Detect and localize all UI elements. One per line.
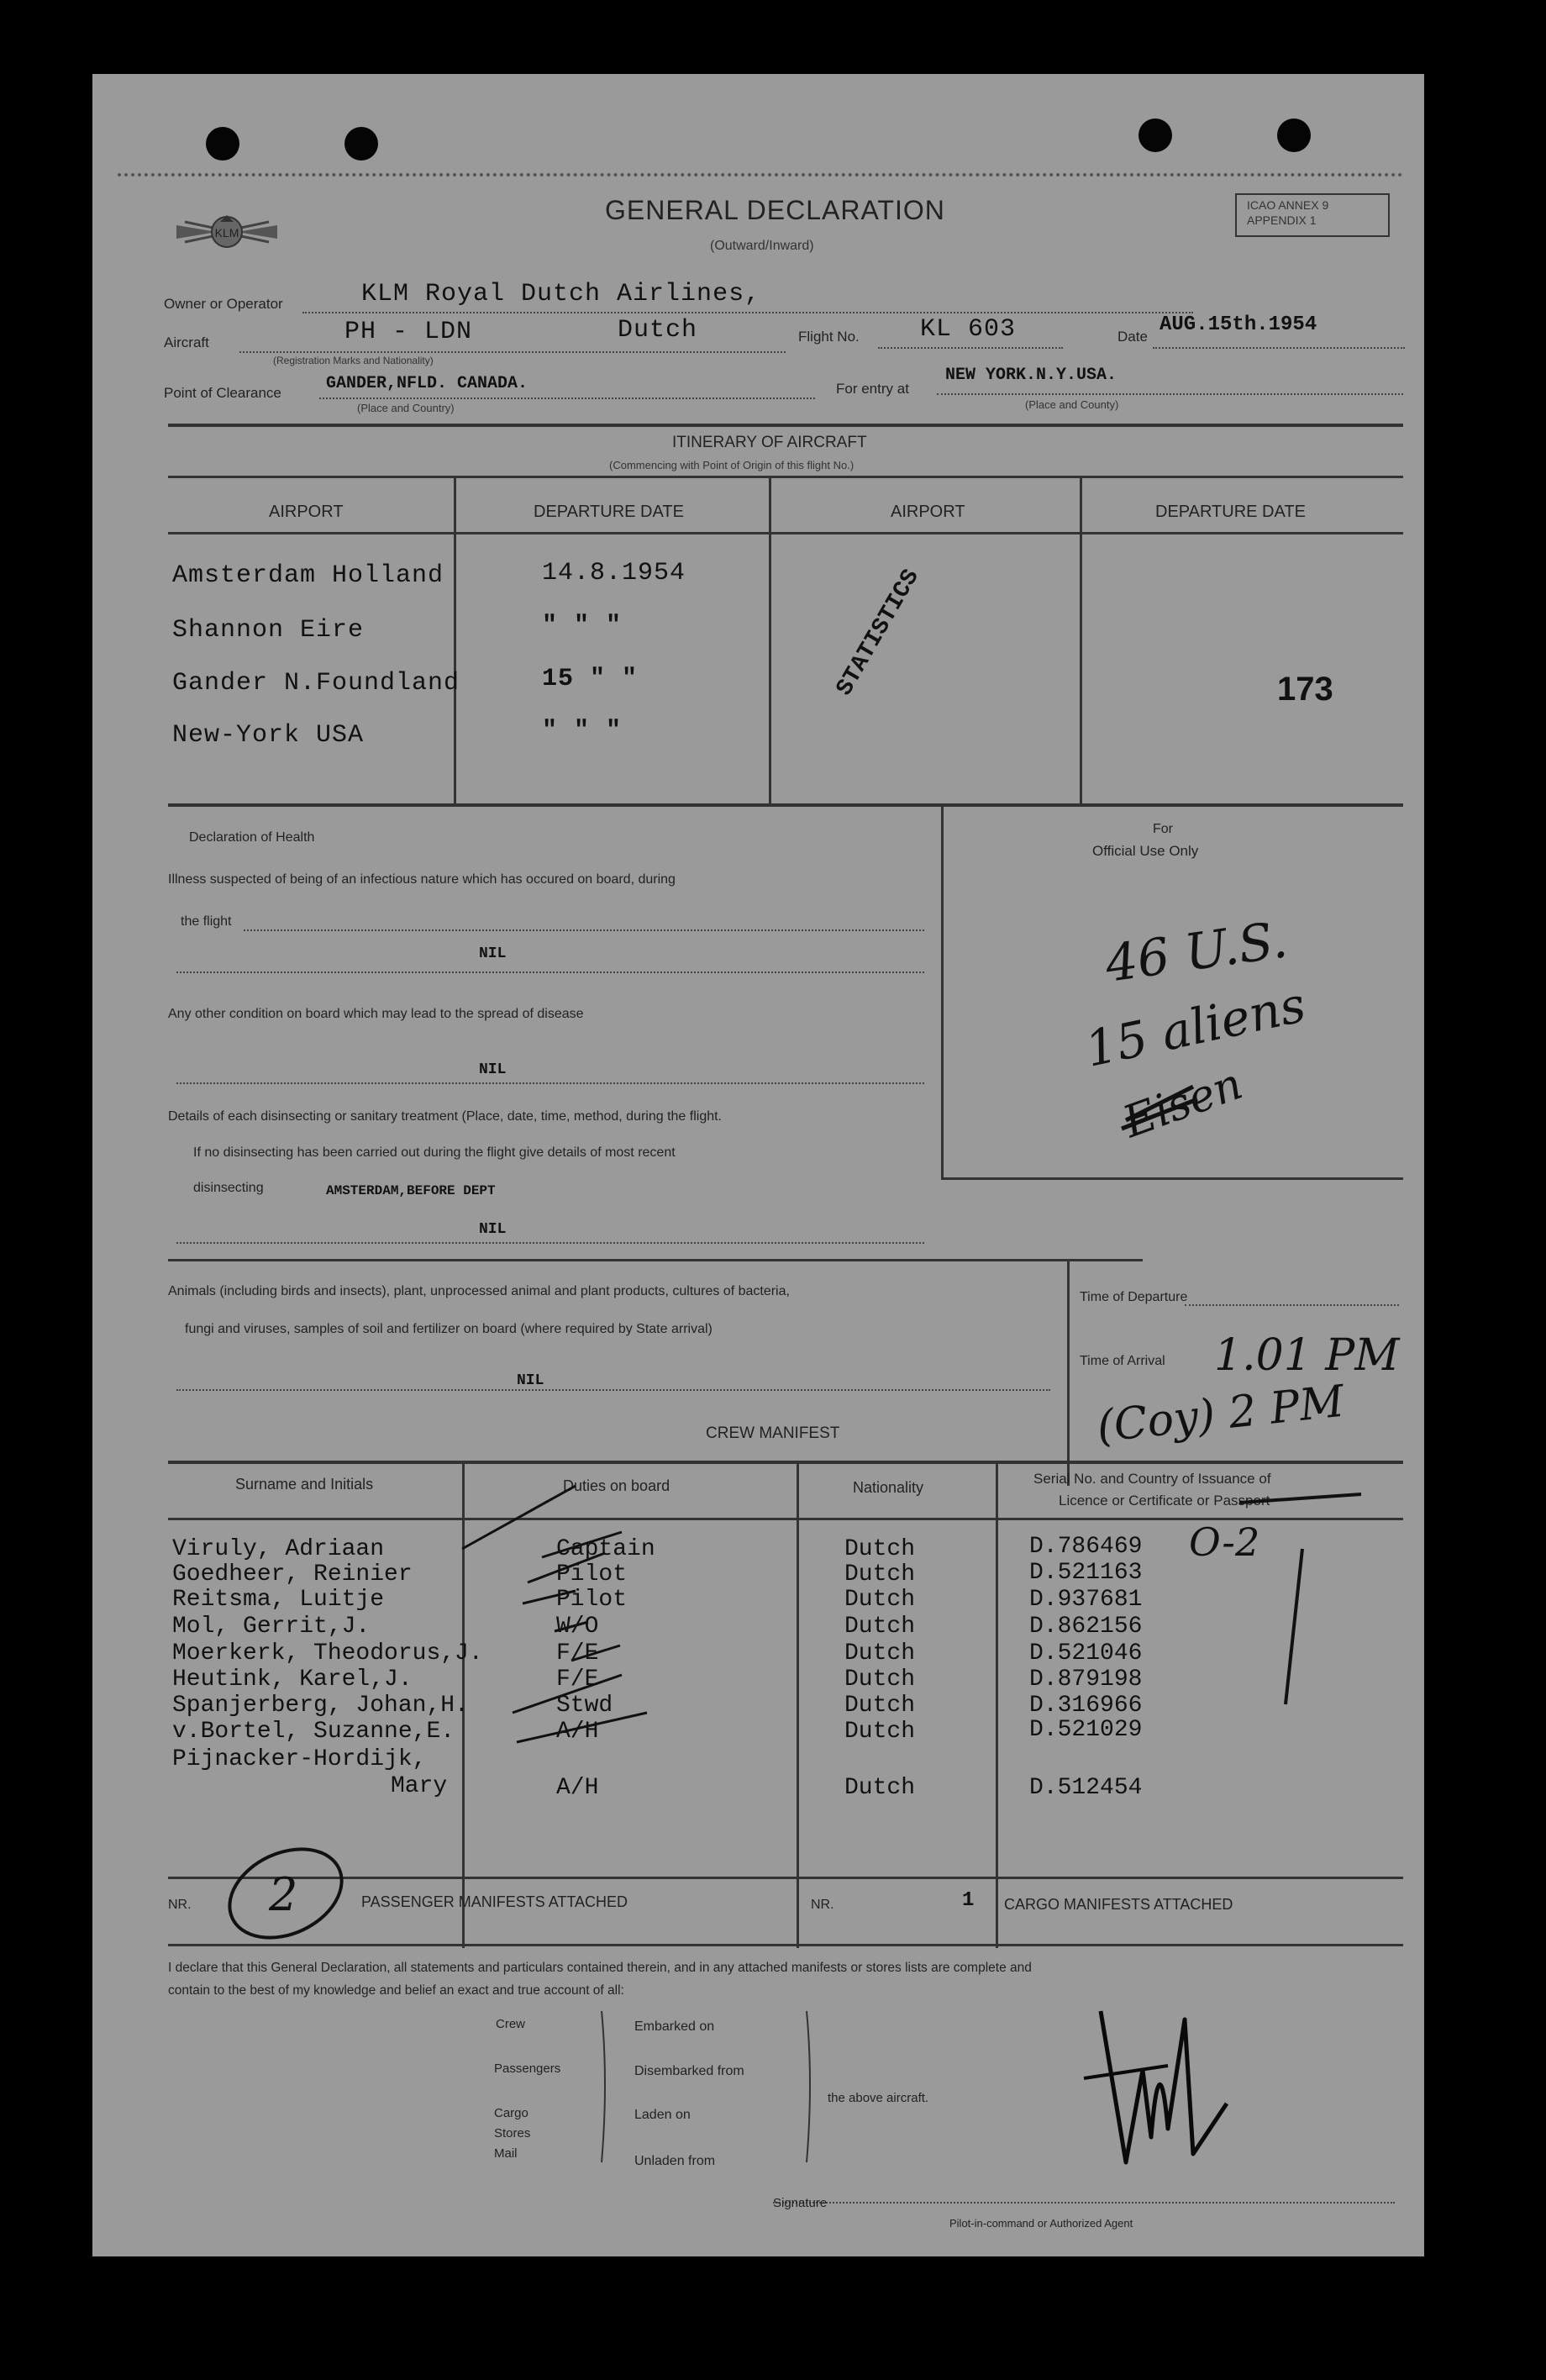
crew-duty: A/H — [556, 1719, 599, 1745]
crew-name: Viruly, Adriaan — [172, 1536, 385, 1562]
arrival-handwriting-2: (Coy) 2 PM — [1094, 1376, 1347, 1453]
klm-wings-logo-icon — [168, 198, 286, 266]
itinerary-subtitle: (Commencing with Point of Origin of this flight No.) — [609, 459, 855, 471]
animals-top-line — [168, 1259, 1143, 1261]
aircraft-label: Aircraft — [164, 334, 209, 350]
crew-header-name: Surname and Initials — [235, 1476, 374, 1493]
crew-duty: Pilot — [556, 1587, 628, 1613]
health-q3: Details of each disinsecting or sanitary treatment (Place, date, time, method, during the flight. — [168, 1109, 722, 1124]
crew-name: Moerkerk, Theodorus,J. — [172, 1640, 483, 1667]
crew-serial: D.862156 — [1029, 1614, 1143, 1640]
crew-top-line — [168, 1461, 1403, 1464]
crew-nationality: Dutch — [844, 1640, 916, 1667]
time-arrival-label: Time of Arrival — [1080, 1354, 1165, 1368]
itinerary-airport: New-York USA — [172, 721, 365, 750]
crew-name: Goedheer, Reinier — [172, 1561, 413, 1588]
itinerary-header-line — [168, 532, 1403, 534]
health-line — [244, 929, 924, 931]
crew-name: Mary — [391, 1773, 448, 1799]
official-handwriting: 46 U.S. — [1102, 910, 1291, 994]
itinerary-header-departure-2: DEPARTURE DATE — [1155, 503, 1306, 521]
health-a3b: NIL — [479, 1221, 507, 1238]
itinerary-col-divider — [769, 476, 771, 803]
official-stroke-mark — [1117, 1078, 1210, 1137]
signature-line — [773, 2202, 1395, 2204]
flight-value: KL 603 — [920, 315, 1017, 344]
signature-label: Signature — [773, 2196, 828, 2210]
punch-hole — [344, 127, 378, 161]
form-subtitle: (Outward/Inward) — [710, 239, 814, 253]
crew-name: Spanjerberg, Johan,H. — [172, 1693, 469, 1719]
date-value: AUG.15th.1954 — [1160, 313, 1317, 336]
crew-nationality: Dutch — [844, 1693, 916, 1719]
flight-label: Flight No. — [798, 329, 860, 345]
declaration-line-1: I declare that this General Declaration, all statements and particulars contained therein, and in any attached manifests or stores lists are complete and — [168, 1961, 1032, 1975]
clearance-sub: (Place and Country) — [357, 402, 455, 414]
crew-name: Mol, Gerrit,J. — [172, 1614, 371, 1640]
official-bottom-divider — [941, 1177, 1403, 1180]
entry-line — [937, 393, 1403, 395]
crew-duty: Stwd — [556, 1693, 613, 1719]
declaration-unladen: Unladen from — [634, 2154, 716, 2168]
declaration-line-2: contain to the best of my knowledge and belief an exact and true account of all: — [168, 1983, 624, 1998]
declaration-disembarked: Disembarked from — [634, 2064, 744, 2078]
crew-title: CREW MANIFEST — [706, 1424, 840, 1442]
itinerary-date: 14.8.1954 — [542, 559, 686, 587]
entry-sub: (Place and County) — [1025, 398, 1119, 411]
manifests-top-line — [168, 1877, 1403, 1879]
health-line — [176, 1082, 924, 1084]
crew-nationality: Dutch — [844, 1719, 916, 1745]
top-border — [118, 173, 1403, 176]
pilot-signature — [1067, 1986, 1235, 2188]
itinerary-number: 173 — [1277, 671, 1333, 708]
signature-sub: Pilot-in-command or Authorized Agent — [949, 2217, 1133, 2230]
animals-q2: fungi and viruses, samples of soil and fertilizer on board (where required by State arrival) — [185, 1322, 713, 1336]
crew-duty: Captain — [556, 1536, 655, 1562]
passenger-manifests-label: PASSENGER MANIFESTS ATTACHED — [361, 1893, 628, 1910]
health-line — [176, 1242, 924, 1244]
itinerary-header-airport: AIRPORT — [269, 503, 344, 521]
crew-nationality: Dutch — [844, 1614, 916, 1640]
itinerary-col-divider — [454, 476, 456, 803]
clearance-line — [319, 398, 815, 399]
punch-hole — [1277, 118, 1311, 152]
crew-duty: Pilot — [556, 1561, 628, 1588]
declaration-embarked: Embarked on — [634, 2019, 715, 2034]
crew-name: Heutink, Karel,J. — [172, 1667, 413, 1693]
crew-nationality: Dutch — [844, 1561, 916, 1588]
itinerary-header-departure: DEPARTURE DATE — [534, 503, 684, 521]
crew-header-nationality: Nationality — [853, 1479, 924, 1496]
cargo-nr-label: NR. — [811, 1898, 834, 1912]
crew-serial: D.521163 — [1029, 1560, 1143, 1586]
crew-header-duties: Duties on board — [563, 1477, 670, 1494]
manifests-bottom-line — [168, 1944, 1403, 1946]
declaration-laden: Laden on — [634, 2108, 691, 2122]
crew-serial: D.786469 — [1029, 1534, 1143, 1560]
time-departure-label: Time of Departure — [1080, 1290, 1188, 1304]
health-q1: Illness suspected of being of an infectious nature which has occured on board, during — [168, 872, 676, 887]
crew-nationality: Dutch — [844, 1587, 916, 1613]
crew-duty: W/O — [556, 1614, 599, 1640]
animals-a: NIL — [517, 1372, 544, 1389]
animals-divider — [1067, 1259, 1070, 1486]
aircraft-line — [239, 351, 786, 353]
official-title: For — [1153, 822, 1173, 836]
crew-header-serial-2: Licence or Certificate or Passport — [1059, 1493, 1270, 1509]
declaration-cargo: Cargo — [494, 2106, 528, 2120]
passenger-nr-circle — [218, 1843, 353, 1944]
crew-nationality: Dutch — [844, 1667, 916, 1693]
declaration-mail: Mail — [494, 2146, 518, 2161]
declaration-aircraft: the above aircraft. — [828, 2091, 929, 2105]
official-title-2: Official Use Only — [1092, 843, 1199, 859]
animals-q1: Animals (including birds and insects), plant, unprocessed animal and plant products, cultures of bacteria, — [168, 1284, 790, 1298]
punch-hole — [206, 127, 239, 161]
health-a1: NIL — [479, 945, 507, 962]
aircraft-nationality: Dutch — [618, 316, 698, 345]
health-title: Declaration of Health — [189, 830, 315, 845]
crew-serial: D.512454 — [1029, 1775, 1143, 1801]
health-a2: NIL — [479, 1061, 507, 1078]
crew-check-marks — [429, 1469, 1395, 1822]
crew-duty: A/H — [556, 1775, 599, 1801]
itinerary-airport: Shannon Eire — [172, 616, 365, 645]
declaration-sheet — [92, 74, 1424, 2256]
declaration-stores: Stores — [494, 2126, 531, 2140]
crew-handwriting: O-2 — [1189, 1519, 1260, 1565]
itinerary-date: 15 " " — [542, 665, 639, 693]
arrival-handwriting: 1.01 PM — [1214, 1330, 1400, 1381]
declaration-passengers: Passengers — [494, 2061, 561, 2076]
crew-serial: D.937681 — [1029, 1587, 1143, 1613]
crew-name: Reitsma, Luitje — [172, 1587, 385, 1613]
health-q2: Any other condition on board which may lead to the spread of disease — [168, 1007, 584, 1021]
itinerary-col-divider — [1080, 476, 1082, 803]
crew-nationality: Dutch — [844, 1775, 916, 1801]
health-q3c: disinsecting — [193, 1181, 264, 1195]
clearance-value: GANDER,NFLD. CANADA. — [326, 374, 528, 393]
date-label: Date — [1117, 329, 1148, 345]
entry-label: For entry at — [836, 381, 909, 397]
official-divider — [941, 803, 944, 1177]
passenger-nr-label: NR. — [168, 1898, 192, 1912]
crew-name: v.Bortel, Suzanne,E. — [172, 1719, 455, 1745]
health-a3a: AMSTERDAM,BEFORE DEPT — [326, 1183, 496, 1198]
flight-line — [878, 347, 1063, 349]
itinerary-header-airport-2: AIRPORT — [891, 503, 965, 521]
crew-header-serial: Serial No. and Country of Issuance of — [1033, 1471, 1271, 1487]
cargo-manifests-label: CARGO MANIFESTS ATTACHED — [1004, 1896, 1233, 1913]
owner-label: Owner or Operator — [164, 296, 283, 312]
health-q3b: If no disinsecting has been carried out during the flight give details of most recent — [193, 1145, 676, 1160]
declaration-crew: Crew — [496, 2017, 526, 2031]
crew-serial: D.879198 — [1029, 1667, 1143, 1693]
crew-nationality: Dutch — [844, 1536, 916, 1562]
crew-serial: D.521046 — [1029, 1640, 1143, 1667]
health-q1b: the flight — [181, 914, 232, 929]
itinerary-rule — [168, 424, 1403, 427]
owner-line — [302, 312, 1193, 313]
annex-box — [1235, 193, 1390, 237]
itinerary-top-line — [168, 476, 1403, 478]
official-handwriting: 15 aliens — [1080, 976, 1311, 1078]
itinerary-airport: Gander N.Foundland — [172, 669, 460, 698]
date-line — [1153, 347, 1405, 349]
crew-name: Pijnacker-Hordijk, — [172, 1746, 427, 1772]
crew-duty: F/E — [556, 1640, 599, 1667]
passenger-nr-value: 2 — [269, 1868, 298, 1921]
crew-serial: D.521029 — [1029, 1717, 1143, 1743]
aircraft-sub: (Registration Marks and Nationality) — [273, 355, 434, 366]
itinerary-airport: Amsterdam Holland — [172, 561, 444, 590]
manifests-divider — [797, 1877, 799, 1944]
annex-label: ICAO ANNEX 9 APPENDIX 1 — [1247, 198, 1329, 227]
itinerary-title: ITINERARY OF AIRCRAFT — [672, 434, 867, 451]
crew-serial: D.316966 — [1029, 1693, 1143, 1719]
owner-value: KLM Royal Dutch Airlines, — [361, 280, 761, 308]
cargo-nr-value: 1 — [962, 1889, 975, 1912]
animals-line — [176, 1389, 1050, 1391]
svg-text:KLM: KLM — [214, 226, 239, 240]
punch-hole — [1138, 118, 1172, 152]
statistics-stamp: STATISTICS — [832, 565, 925, 701]
itinerary-date: " " " — [542, 717, 623, 745]
aircraft-value: PH - LDN — [344, 318, 473, 346]
crew-duty: F/E — [556, 1667, 599, 1693]
itinerary-date: " " " — [542, 612, 623, 640]
form-title: GENERAL DECLARATION — [605, 195, 945, 225]
time-departure-line — [1185, 1304, 1399, 1306]
entry-value: NEW YORK.N.Y.USA. — [945, 366, 1117, 385]
clearance-label: Point of Clearance — [164, 385, 281, 401]
official-handwriting: Eisen — [1117, 1058, 1249, 1149]
health-top-line — [168, 803, 1403, 807]
health-line — [176, 971, 924, 973]
